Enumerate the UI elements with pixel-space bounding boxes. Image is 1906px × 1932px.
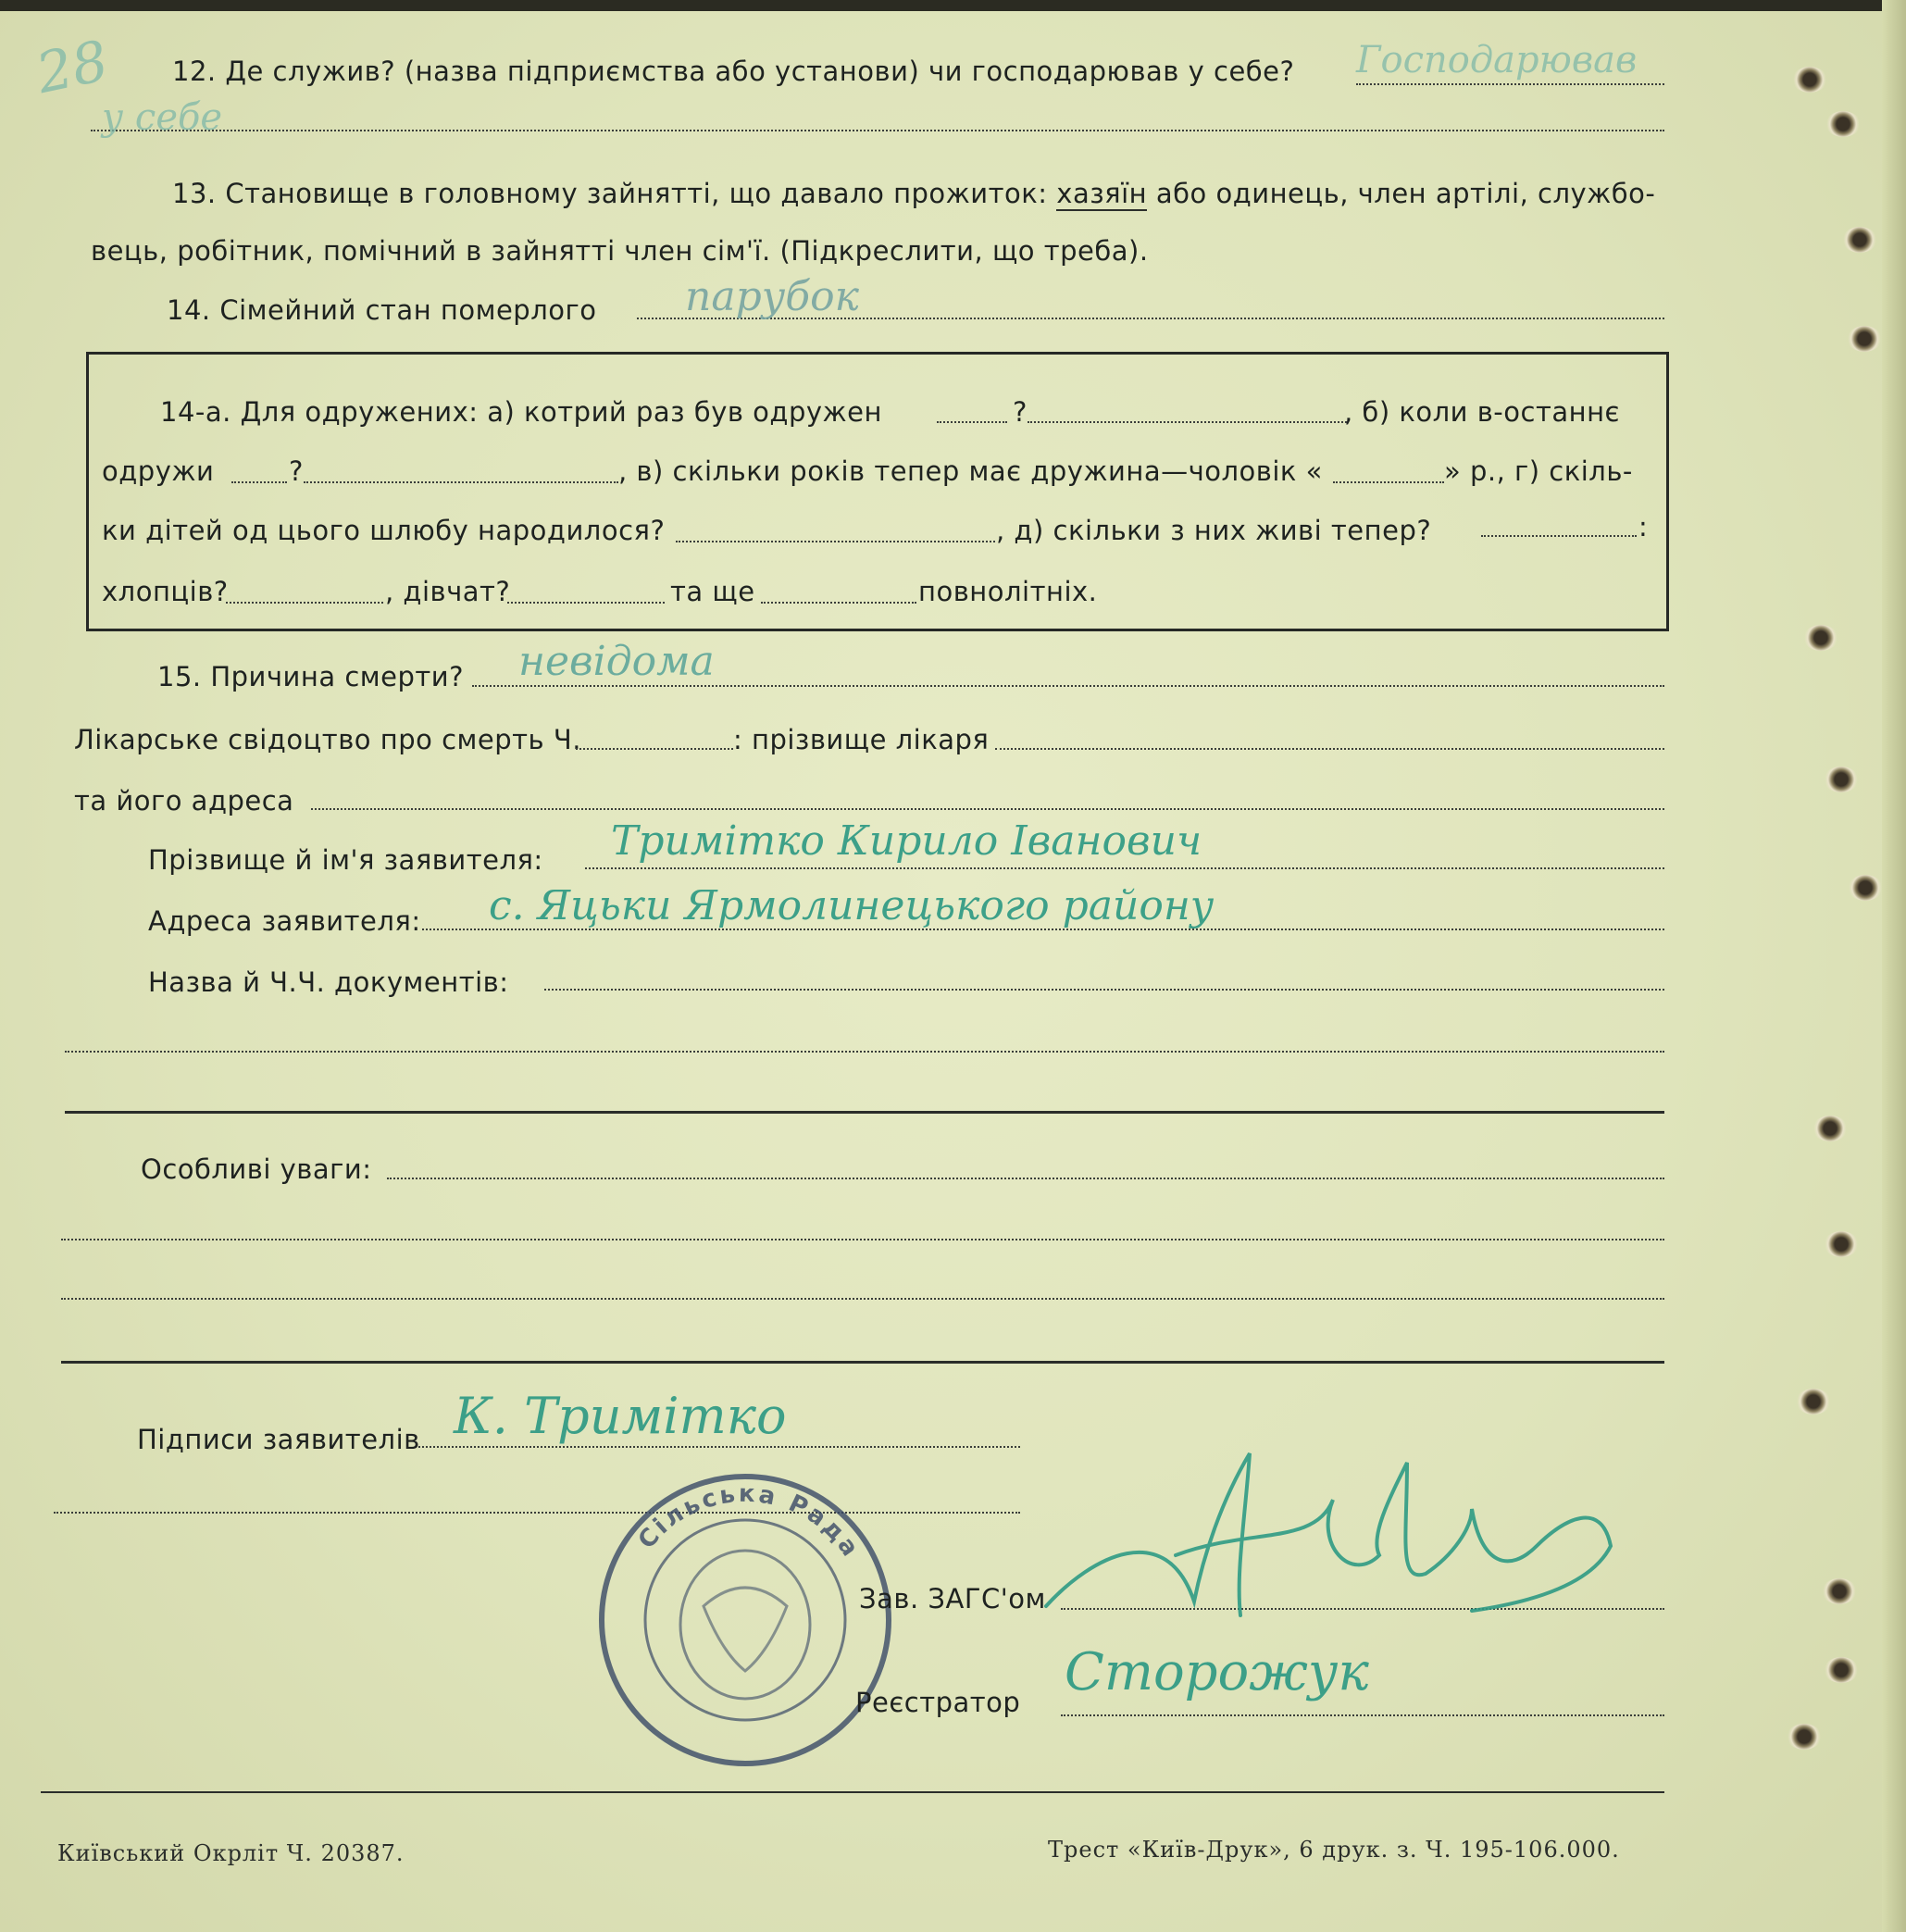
applicant-name-answer: Тримітко Кирило Іванович (611, 817, 1202, 865)
item-14a-line-2c: » р., г) скіль- (1444, 455, 1633, 487)
item-14a-blank (304, 481, 618, 483)
doctor-address-line (311, 808, 1664, 810)
item-12-line-2 (91, 130, 1664, 131)
medical-certificate-label: Лікарське свідоцтво про смерть Ч. (74, 724, 581, 755)
binding-hole (1847, 326, 1882, 352)
item-14a-q1: ? (1013, 396, 1028, 428)
stamp-text: Сільська Рада (632, 1479, 866, 1564)
item-14-answer: парубок (685, 273, 859, 320)
binding-hole (1796, 1389, 1831, 1415)
notes-label: Особливі уваги: (141, 1153, 372, 1185)
applicant-address-label: Адреса заявителя: (148, 905, 421, 937)
binding-hole (1822, 1578, 1857, 1604)
footer-left: Київський Окрліт Ч. 20387. (57, 1840, 405, 1866)
binding-hole (1842, 227, 1877, 253)
documents-line-2 (65, 1051, 1664, 1053)
binding-hole (1787, 1724, 1822, 1750)
applicant-name-line (585, 867, 1664, 869)
zags-head-label: Зав. ЗАГС'ом (859, 1583, 1046, 1614)
item-14a-line-1a: 14-а. Для одружених: а) котрий раз був одружен (160, 396, 882, 428)
binding-hole (1792, 67, 1827, 93)
item-12-answer-2: у себе (102, 96, 223, 139)
bottom-divider (41, 1791, 1664, 1793)
binding-hole (1848, 875, 1883, 901)
applicant-address-answer: с. Яцьки Ярмолинецького району (489, 882, 1215, 929)
documents-label: Назва й Ч.Ч. документів: (148, 966, 509, 998)
item-14a-blank (507, 602, 665, 604)
applicant-signature: К. Тримітко (454, 1387, 787, 1445)
item-15-label: 15. Причина смерти? (157, 661, 465, 692)
item-15-answer: невідома (518, 638, 715, 685)
item-14a-line-4c: та ще (670, 576, 755, 607)
item-14a-blank (761, 602, 916, 604)
binding-hole (1825, 111, 1861, 137)
binding-hole (1803, 625, 1838, 651)
item-14a-line-4d: повнолітніх. (918, 576, 1098, 607)
registrar-line (1061, 1714, 1664, 1716)
notes-line-2 (61, 1239, 1664, 1240)
applicant-name-label: Прізвище й ім'я заявителя: (148, 844, 543, 876)
doctor-name-label: : прізвище лікаря (733, 724, 990, 755)
item-14a-line-1b: , б) коли в-останнє (1344, 396, 1620, 428)
binding-hole (1824, 1657, 1859, 1683)
notes-line (387, 1178, 1664, 1179)
binding-hole (1824, 767, 1859, 792)
signatures-label: Підписи заявителів (137, 1424, 420, 1455)
item-13-line-2: вець, робітник, помічний в зайнятті член сім'ї. (Підкреслити, що треба). (91, 235, 1149, 267)
item-14a-blank (676, 541, 995, 542)
section-divider (65, 1111, 1664, 1114)
item-14a-blank (226, 602, 383, 604)
item-13-prefix: 13. Становище в головному зайнятті, що давало прожиток: (172, 178, 1048, 209)
item-14a-blank (937, 421, 1007, 423)
item-14-label: 14. Сімейний стан померлого (167, 294, 597, 326)
item-14a-blank (1481, 535, 1637, 537)
item-13-owner-underlined: хазяїн (1056, 178, 1148, 209)
item-14a-blank (231, 481, 287, 483)
registrar-label: Реєстратор (855, 1687, 1021, 1718)
item-15-line (472, 685, 1664, 687)
item-14a-line-3b: , д) скільки з них живі тепер? (996, 515, 1432, 546)
item-14a-box (86, 352, 1669, 631)
item-14a-line-2a: одружи (102, 455, 215, 487)
zags-head-signature (1037, 1444, 1629, 1639)
official-stamp (592, 1467, 898, 1773)
item-14a-line-4a: хлопців? (102, 576, 229, 607)
section-divider (61, 1361, 1664, 1364)
binding-hole (1813, 1116, 1848, 1141)
item-14a-line-2b: , в) скільки років тепер має дружина—чоловік « (618, 455, 1323, 487)
item-12-answer: Господарював (1356, 39, 1638, 81)
footer-right: Трест «Київ-Друк», 6 друк. з. Ч. 195-106.000. (1048, 1837, 1620, 1863)
item-14a-q2: ? (289, 455, 304, 487)
item-12-line (1356, 83, 1664, 85)
item-14a-colon: : (1638, 511, 1649, 542)
doctor-address-label: та його адреса (74, 785, 294, 816)
registrar-signature: Сторожук (1065, 1642, 1369, 1702)
item-14a-line-4b: , дівчат? (385, 576, 511, 607)
medical-certificate-line (576, 748, 733, 750)
margin-note: 28 (31, 28, 114, 107)
item-14a-line-3a: ки дітей од цього шлюбу народилося? (102, 515, 666, 546)
notes-line-3 (61, 1298, 1664, 1300)
scan-edge (0, 0, 1906, 11)
item-13-line-1 (172, 178, 1655, 209)
documents-line (544, 989, 1664, 991)
item-14a-blank (1333, 481, 1444, 483)
signatures-line (418, 1446, 1020, 1448)
binding-edge (1882, 0, 1906, 1932)
item-14a-blank (1028, 421, 1347, 423)
binding-hole (1824, 1231, 1859, 1257)
doctor-name-line (995, 748, 1664, 750)
item-12-label: 12. Де служив? (назва підприємства або установи) чи господарював у себе? (172, 56, 1295, 87)
item-13-suffix: або одинець, член артілі, службо- (1155, 178, 1656, 209)
